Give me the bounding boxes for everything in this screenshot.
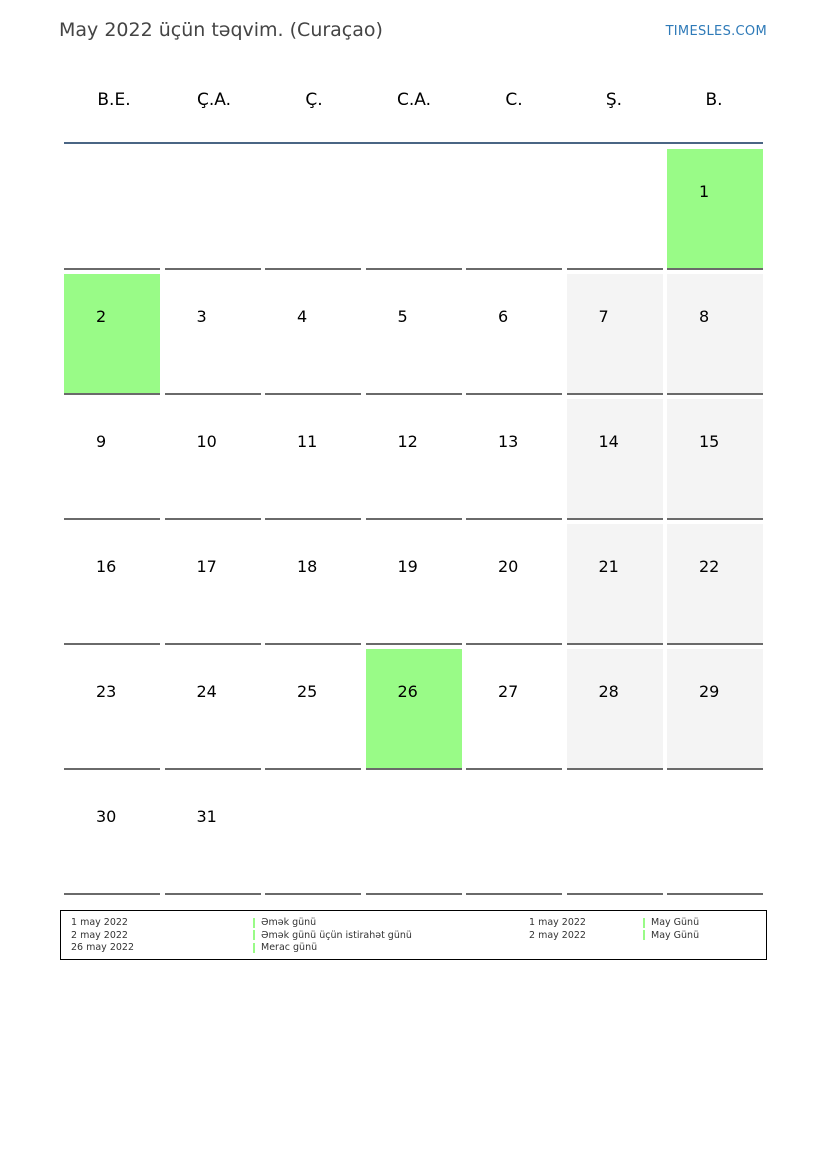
day-number: 27: [498, 682, 519, 701]
weekend-day-cell: [567, 274, 663, 395]
day-number: 19: [397, 557, 418, 576]
day-cell: [466, 524, 562, 645]
weekday-tuesday: Ç.A.: [196, 90, 231, 110]
day-cell: [165, 649, 261, 770]
empty-day-cell: [667, 774, 763, 895]
empty-day-cell: [366, 149, 462, 270]
weekend-day-cell: [567, 399, 663, 520]
legend-item: [253, 930, 412, 943]
weekend-day-cell: [567, 649, 663, 770]
empty-day-cell: [366, 774, 462, 895]
day-number: 31: [196, 807, 217, 826]
day-cell: [366, 524, 462, 645]
empty-day-cell: [466, 774, 562, 895]
day-number: 15: [699, 432, 720, 451]
day-cell: [265, 649, 361, 770]
day-cell: [366, 274, 462, 395]
day-cell: [64, 649, 160, 770]
day-number: 26: [397, 682, 418, 701]
legend-date: 1 may 2022: [529, 917, 586, 928]
weekend-day-cell: [667, 524, 763, 645]
day-number: 8: [699, 307, 710, 326]
day-cell: [466, 649, 562, 770]
day-cell: [64, 774, 160, 895]
legend-date: 26 may 2022: [71, 942, 135, 953]
legend-left-names: [253, 917, 412, 955]
legend-date: 1 may 2022: [71, 917, 128, 928]
day-number: 10: [196, 432, 217, 451]
legend-left-dates: [71, 917, 134, 955]
empty-day-cell: [567, 774, 663, 895]
day-number: 4: [297, 307, 308, 326]
weekday-monday: B.E.: [97, 90, 131, 110]
day-cell: [366, 399, 462, 520]
weekday-thursday: C.A.: [396, 90, 431, 110]
legend-item: [643, 930, 699, 943]
holiday-legend: [60, 910, 767, 960]
legend-item: [643, 917, 699, 930]
weekend-day-cell: [567, 524, 663, 645]
day-number: 21: [598, 557, 619, 576]
page-title: May 2022 üçün təqvim. (Curaçao): [59, 19, 383, 41]
legend-date: 2 may 2022: [71, 929, 128, 941]
empty-day-cell: [265, 774, 361, 895]
day-number: 6: [498, 307, 509, 326]
holiday-day-cell: [366, 649, 462, 770]
day-cell: [64, 399, 160, 520]
day-number: 2: [96, 307, 107, 326]
day-number: 16: [96, 557, 117, 576]
holiday-color-marker: [253, 918, 255, 928]
day-cell: [165, 774, 261, 895]
weekday-saturday: Ş.: [605, 90, 623, 110]
day-cell: [265, 524, 361, 645]
weekday-wednesday: Ç.: [305, 90, 323, 110]
day-number: 24: [196, 682, 217, 701]
holiday-color-marker: [253, 930, 255, 940]
day-number: 18: [297, 557, 318, 576]
day-number: 20: [498, 557, 519, 576]
legend-holiday-name: May Günü: [651, 929, 700, 941]
legend-item: [253, 942, 412, 955]
legend-right-dates: [529, 917, 586, 942]
empty-day-cell: [567, 149, 663, 270]
empty-day-cell: [64, 149, 160, 270]
brand-link[interactable]: TIMESLES.COM: [665, 24, 767, 39]
holiday-day-cell: [667, 149, 763, 270]
legend-holiday-name: Əmək günü: [261, 917, 317, 928]
holiday-color-marker: [253, 943, 255, 953]
day-number: 5: [397, 307, 408, 326]
weekday-sunday: B.: [705, 90, 723, 110]
weekend-day-cell: [667, 274, 763, 395]
day-cell: [165, 524, 261, 645]
day-number: 12: [397, 432, 418, 451]
weekday-friday: C.: [505, 90, 523, 110]
holiday-day-cell: [64, 274, 160, 395]
day-number: 30: [96, 807, 117, 826]
day-number: 14: [598, 432, 619, 451]
day-number: 17: [196, 557, 217, 576]
day-number: 3: [196, 307, 207, 326]
holiday-color-marker: [643, 918, 645, 928]
holiday-color-marker: [643, 930, 645, 940]
day-cell: [466, 399, 562, 520]
day-number: 25: [297, 682, 318, 701]
weekday-header: [64, 90, 764, 110]
day-cell: [165, 399, 261, 520]
legend-holiday-name: May Günü: [651, 917, 700, 928]
day-cell: [64, 524, 160, 645]
legend-holiday-name: Əmək günü üçün istirahət günü: [261, 929, 412, 941]
legend-right-names: [643, 917, 699, 942]
day-number: 1: [699, 182, 710, 201]
day-number: 28: [598, 682, 619, 701]
day-number: 13: [498, 432, 519, 451]
day-number: 29: [699, 682, 720, 701]
weekend-day-cell: [667, 399, 763, 520]
day-number: 9: [96, 432, 107, 451]
empty-day-cell: [466, 149, 562, 270]
day-cell: [265, 274, 361, 395]
day-number: 23: [96, 682, 117, 701]
weekend-day-cell: [667, 649, 763, 770]
day-cell: [265, 399, 361, 520]
legend-item: [253, 917, 412, 930]
legend-date: 2 may 2022: [529, 929, 586, 941]
day-number: 22: [699, 557, 720, 576]
legend-holiday-name: Merac günü: [261, 942, 318, 953]
day-number: 11: [297, 432, 318, 451]
empty-day-cell: [265, 149, 361, 270]
day-cell: [466, 274, 562, 395]
header-divider: [64, 142, 763, 144]
day-cell: [165, 274, 261, 395]
day-number: 7: [598, 307, 609, 326]
empty-day-cell: [165, 149, 261, 270]
